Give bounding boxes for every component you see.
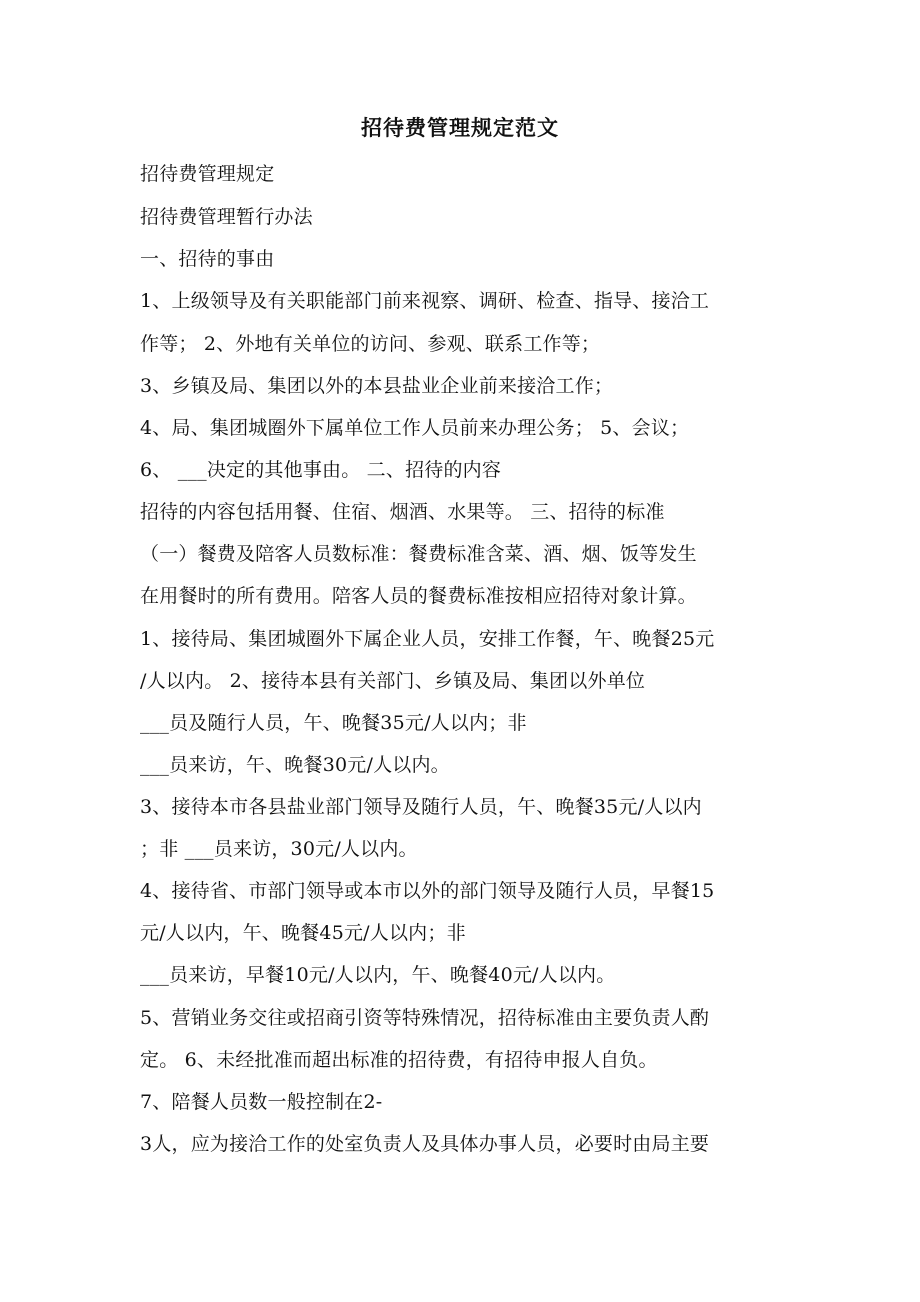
text-line: 招待费管理规定 [140,163,275,185]
text-line: ___员及随行人员，午、晚餐35元/人以内；非 [140,712,527,734]
text-line: 一、招待的事由 [140,248,275,270]
text-line: 3、接待本市各县盐业部门领导及随行人员，午、晚餐35元/人以内 [140,796,702,818]
text-line: 1、接待局、集团城圈外下属企业人员，安排工作餐，午、晚餐25元 [140,628,715,650]
text-line: 6、 ___决定的其他事由。 二、招待的内容 [140,459,502,481]
text-line: 在用餐时的所有费用。陪客人员的餐费标准按相应招待对象计算。 [140,585,697,607]
text-line: 招待的内容包括用餐、住宿、烟酒、水果等。 三、招待的标准 [140,501,665,523]
text-line: （一）餐费及陪客人员数标准：餐费标准含菜、酒、烟、饭等发生 [140,543,697,565]
text-line: ；非 ___员来访，30元/人以内。 [140,838,418,860]
text-line: 作等； 2、外地有关单位的访问、参观、联系工作等； [140,333,601,355]
text-line: 4、接待省、市部门领导或本市以外的部门领导及随行人员，早餐15 [140,880,715,902]
text-line: 元/人以内，午、晚餐45元/人以内；非 [140,922,466,944]
text-line: 定。 6、未经批准而超出标准的招待费，有招待申报人自负。 [140,1049,658,1071]
text-line: ___员来访，早餐10元/人以内，午、晚餐40元/人以内。 [140,964,616,986]
text-line: /人以内。 2、接待本县有关部门、乡镇及局、集团以外单位 [140,670,646,692]
text-line: 1、上级领导及有关职能部门前来视察、调研、检查、指导、接洽工 [140,290,710,312]
text-line: 5、营销业务交往或招商引资等特殊情况，招待标准由主要负责人酌 [140,1007,710,1029]
text-line: 7、陪餐人员数一般控制在2- [140,1091,383,1113]
text-line: 3、乡镇及局、集团以外的本县盐业企业前来接洽工作； [140,375,614,397]
text-line: ___员来访，午、晚餐30元/人以内。 [140,754,450,776]
text-line: 4、局、集团城圈外下属单位工作人员前来办理公务； 5、会议； [140,417,690,439]
document-title: 招待费管理规定范文 [361,115,559,140]
text-line: 3人，应为接洽工作的处室负责人及具体办事人员，必要时由局主要 [140,1133,710,1155]
text-line: 招待费管理暂行办法 [140,206,313,228]
